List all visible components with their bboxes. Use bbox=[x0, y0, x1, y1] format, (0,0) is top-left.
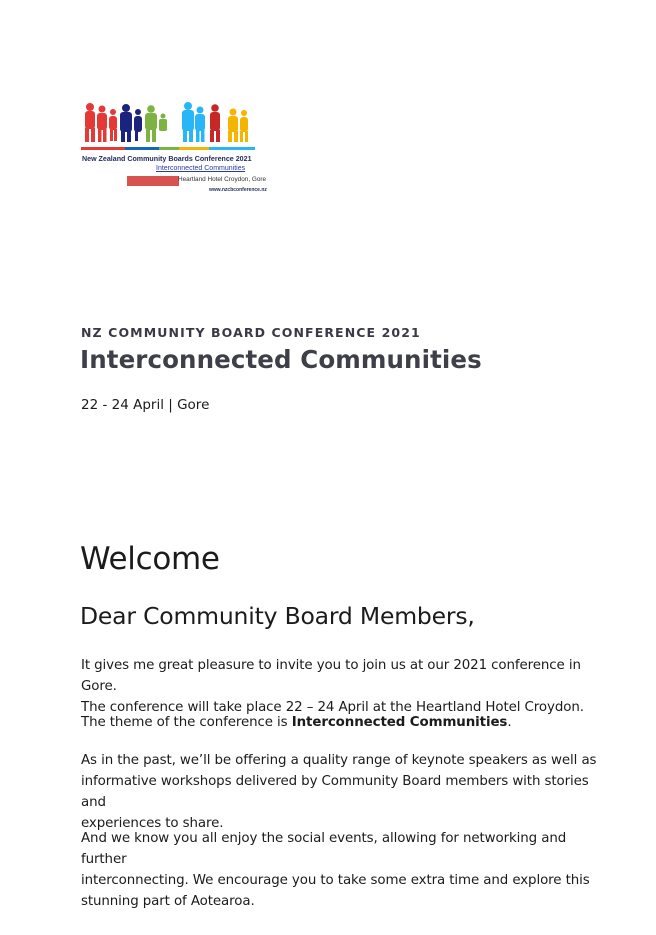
social-line-3: stunning part of Aotearoa. bbox=[81, 894, 255, 909]
salutation: Dear Community Board Members, bbox=[80, 602, 475, 630]
social-paragraph bbox=[81, 828, 601, 912]
conference-logo bbox=[81, 100, 267, 198]
logo-venue-bar bbox=[127, 176, 179, 186]
speakers-line-2: informative workshops delivered by Community Board members with stories and bbox=[81, 774, 589, 810]
theme-prefix: The theme of the conference is bbox=[81, 715, 292, 730]
people-figures-graphic bbox=[81, 100, 257, 156]
logo-url: www.nzcbconference.nz bbox=[209, 187, 267, 193]
speakers-paragraph bbox=[81, 750, 601, 834]
social-line-1: And we know you all enjoy the social events, allowing for networking and further bbox=[81, 831, 567, 867]
speakers-line-3: experiences to share. bbox=[81, 816, 224, 831]
logo-venue: Heartland Hotel Croydon, Gore bbox=[178, 176, 267, 183]
logo-title: New Zealand Community Boards Conference 2021 bbox=[82, 155, 252, 163]
theme-suffix: . bbox=[507, 715, 512, 730]
event-dates: 22 - 24 April | Gore bbox=[81, 397, 210, 413]
page-title: Interconnected Communities bbox=[80, 345, 482, 374]
welcome-heading: Welcome bbox=[80, 541, 220, 577]
intro-line-2: The conference will take place 22 – 24 April at the Heartland Hotel Croydon. bbox=[81, 700, 584, 715]
conference-eyebrow: NZ COMMUNITY BOARD CONFERENCE 2021 bbox=[81, 325, 421, 340]
theme-name: Interconnected Communities bbox=[291, 715, 508, 730]
speakers-line-1: As in the past, we’ll be offering a quality range of keynote speakers as well as bbox=[81, 753, 597, 768]
intro-line-1: It gives me great pleasure to invite you to join us at our 2021 conference in Gore. bbox=[81, 658, 581, 694]
logo-subtitle: Interconnected Communities bbox=[156, 165, 246, 172]
theme-paragraph bbox=[81, 712, 601, 733]
social-line-2: interconnecting. We encourage you to take some extra time and explore this bbox=[81, 873, 590, 888]
intro-paragraph bbox=[81, 655, 601, 718]
